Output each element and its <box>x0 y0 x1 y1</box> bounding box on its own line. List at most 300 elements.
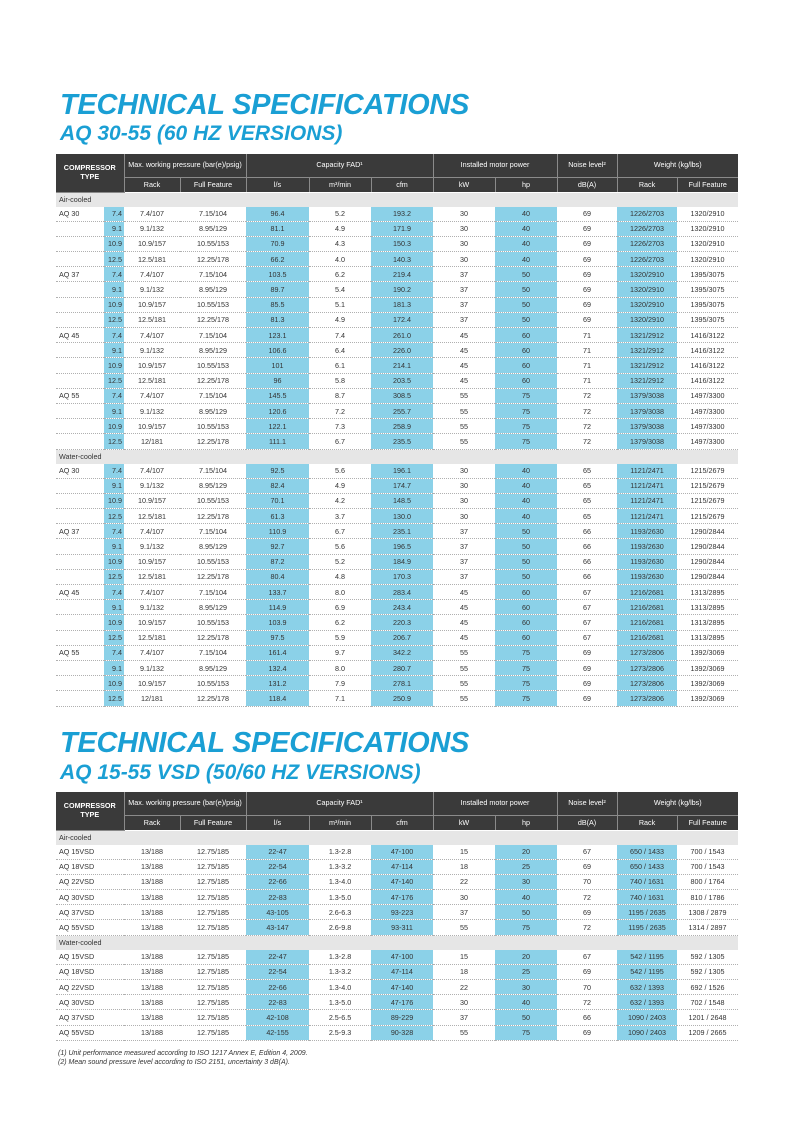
cell-model: AQ 55 <box>56 645 104 660</box>
cell-pressure-bar: 7.4 <box>104 388 124 403</box>
cell-pressure-full-feature: 12.75/185 <box>180 845 246 860</box>
cell-capacity-cfm: 280.7 <box>371 660 433 675</box>
cell-pressure-bar: 9.1 <box>104 343 124 358</box>
cell-capacity-m3min: 5.2 <box>309 207 371 222</box>
cell-weight-full-feature: 1215/2679 <box>677 493 738 508</box>
cell-capacity-ls: 82.4 <box>246 478 309 493</box>
cell-weight-rack: 1090 / 2403 <box>617 1025 677 1040</box>
cell-pressure-bar: 7.4 <box>104 267 124 282</box>
cell-pressure-rack: 12.5/181 <box>124 312 180 327</box>
cell-capacity-m3min: 5.4 <box>309 282 371 297</box>
header-noise-level: Noise level² <box>557 154 617 178</box>
cell-pressure-rack: 10.9/157 <box>124 676 180 691</box>
cell-noise-dba: 69 <box>557 252 617 267</box>
cell-noise-dba: 66 <box>557 569 617 584</box>
cell-pressure-full-feature: 12.25/178 <box>180 630 246 645</box>
cell-noise-dba: 72 <box>557 434 617 449</box>
cell-weight-rack: 632 / 1393 <box>617 980 677 995</box>
cell-weight-full-feature: 1395/3075 <box>677 267 738 282</box>
cell-power-hp: 75 <box>495 388 557 403</box>
cell-power-kw: 55 <box>433 434 495 449</box>
cell-model <box>56 600 104 615</box>
cell-capacity-cfm: 47-176 <box>371 995 433 1010</box>
cell-pressure-bar: 7.4 <box>104 328 124 343</box>
cell-power-hp: 75 <box>495 645 557 660</box>
cell-capacity-ls: 118.4 <box>246 691 309 706</box>
cell-weight-full-feature: 1497/3300 <box>677 419 738 434</box>
cell-noise-dba: 67 <box>557 600 617 615</box>
cell-pressure-full-feature: 7.15/104 <box>180 585 246 600</box>
cell-power-kw: 37 <box>433 312 495 327</box>
cell-power-kw: 55 <box>433 676 495 691</box>
cell-noise-dba: 69 <box>557 236 617 251</box>
cell-weight-rack: 1273/2806 <box>617 676 677 691</box>
cell-weight-rack: 1321/2912 <box>617 328 677 343</box>
cell-power-kw: 45 <box>433 600 495 615</box>
cell-power-kw: 55 <box>433 1025 495 1040</box>
cell-weight-full-feature: 1395/3075 <box>677 312 738 327</box>
cell-pressure-rack: 10.9/157 <box>124 615 180 630</box>
section-label: Water-cooled <box>56 449 738 464</box>
cell-pressure-rack: 12/181 <box>124 434 180 449</box>
cell-capacity-cfm: 255.7 <box>371 403 433 418</box>
cell-weight-full-feature: 810 / 1786 <box>677 890 738 905</box>
cell-pressure-full-feature: 10.55/153 <box>180 236 246 251</box>
cell-model: AQ 30 <box>56 464 104 479</box>
table-row <box>56 434 738 449</box>
cell-capacity-m3min: 8.0 <box>309 660 371 675</box>
cell-capacity-cfm: 308.5 <box>371 388 433 403</box>
header-m3min: m³/min <box>309 178 371 193</box>
cell-capacity-cfm: 184.9 <box>371 554 433 569</box>
table-row <box>56 236 738 251</box>
cell-noise-dba: 72 <box>557 920 617 935</box>
cell-weight-rack: 1320/2910 <box>617 282 677 297</box>
cell-noise-dba: 69 <box>557 267 617 282</box>
cell-noise-dba: 69 <box>557 207 617 222</box>
cell-power-kw: 55 <box>433 388 495 403</box>
cell-capacity-cfm: 196.5 <box>371 539 433 554</box>
cell-power-kw: 37 <box>433 297 495 312</box>
cell-power-hp: 40 <box>495 493 557 508</box>
cell-pressure-full-feature: 12.25/178 <box>180 434 246 449</box>
cell-noise-dba: 69 <box>557 859 617 874</box>
cell-power-hp: 75 <box>495 691 557 706</box>
table-row <box>56 874 738 889</box>
cell-pressure-full-feature: 12.75/185 <box>180 920 246 935</box>
cell-model <box>56 252 104 267</box>
cell-power-kw: 30 <box>433 478 495 493</box>
cell-power-hp: 50 <box>495 312 557 327</box>
cell-capacity-m3min: 1.3-2.8 <box>309 845 371 860</box>
cell-pressure-rack: 9.1/132 <box>124 478 180 493</box>
cell-power-kw: 45 <box>433 615 495 630</box>
cell-capacity-m3min: 2.5-6.5 <box>309 1010 371 1025</box>
cell-pressure-full-feature: 10.55/153 <box>180 419 246 434</box>
cell-power-hp: 30 <box>495 874 557 889</box>
table-row <box>56 585 738 600</box>
cell-power-kw: 30 <box>433 252 495 267</box>
table-row <box>56 388 738 403</box>
cell-model <box>56 297 104 312</box>
cell-pressure-full-feature: 10.55/153 <box>180 554 246 569</box>
cell-pressure-bar: 9.1 <box>104 478 124 493</box>
cell-pressure-full-feature: 12.75/185 <box>180 874 246 889</box>
cell-noise-dba: 69 <box>557 660 617 675</box>
table-row <box>56 691 738 706</box>
cell-model: AQ 55VSD <box>56 1025 124 1040</box>
cell-pressure-full-feature: 8.95/129 <box>180 600 246 615</box>
cell-noise-dba: 65 <box>557 509 617 524</box>
cell-power-kw: 30 <box>433 207 495 222</box>
header-cfm: cfm <box>371 178 433 193</box>
cell-capacity-m3min: 4.9 <box>309 312 371 327</box>
table-row <box>56 905 738 920</box>
cell-pressure-full-feature: 12.25/178 <box>180 691 246 706</box>
table-row <box>56 464 738 479</box>
cell-weight-full-feature: 1395/3075 <box>677 282 738 297</box>
cell-noise-dba: 72 <box>557 419 617 434</box>
header-full-feature: Full Feature <box>180 816 246 831</box>
table-row <box>56 221 738 236</box>
cell-noise-dba: 69 <box>557 297 617 312</box>
cell-pressure-full-feature: 7.15/104 <box>180 388 246 403</box>
table-row <box>56 509 738 524</box>
cell-power-kw: 55 <box>433 645 495 660</box>
cell-weight-full-feature: 592 / 1305 <box>677 950 738 965</box>
cell-capacity-ls: 42-108 <box>246 1010 309 1025</box>
cell-weight-rack: 1226/2703 <box>617 207 677 222</box>
cell-pressure-rack: 13/188 <box>124 905 180 920</box>
cell-capacity-ls: 161.4 <box>246 645 309 660</box>
table-row <box>56 343 738 358</box>
cell-capacity-ls: 70.1 <box>246 493 309 508</box>
cell-weight-rack: 1320/2910 <box>617 312 677 327</box>
cell-pressure-rack: 7.4/107 <box>124 585 180 600</box>
cell-capacity-m3min: 6.2 <box>309 615 371 630</box>
cell-pressure-bar: 9.1 <box>104 600 124 615</box>
table-row <box>56 373 738 388</box>
cell-capacity-ls: 22-47 <box>246 845 309 860</box>
cell-capacity-ls: 22-54 <box>246 964 309 979</box>
cell-power-hp: 75 <box>495 660 557 675</box>
cell-pressure-full-feature: 12.75/185 <box>180 890 246 905</box>
cell-capacity-ls: 80.4 <box>246 569 309 584</box>
cell-model <box>56 282 104 297</box>
cell-capacity-m3min: 7.9 <box>309 676 371 691</box>
cell-weight-full-feature: 1215/2679 <box>677 464 738 479</box>
table-row <box>56 207 738 222</box>
cell-power-kw: 15 <box>433 845 495 860</box>
cell-power-hp: 50 <box>495 554 557 569</box>
cell-capacity-ls: 92.7 <box>246 539 309 554</box>
cell-weight-full-feature: 1497/3300 <box>677 434 738 449</box>
cell-weight-rack: 1193/2630 <box>617 524 677 539</box>
header-weight: Weight (kg/lbs) <box>617 792 738 816</box>
cell-weight-full-feature: 1313/2895 <box>677 600 738 615</box>
cell-weight-rack: 1273/2806 <box>617 645 677 660</box>
cell-capacity-ls: 96.4 <box>246 207 309 222</box>
cell-capacity-m3min: 5.9 <box>309 630 371 645</box>
footnote-1: (1) Unit performance measured according to ISO 1217 Annex E, Edition 4, 2009. <box>58 1050 308 1057</box>
cell-pressure-full-feature: 10.55/153 <box>180 493 246 508</box>
cell-model <box>56 343 104 358</box>
table-row <box>56 478 738 493</box>
cell-capacity-cfm: 220.3 <box>371 615 433 630</box>
cell-pressure-full-feature: 12.25/178 <box>180 312 246 327</box>
cell-weight-rack: 1226/2703 <box>617 236 677 251</box>
cell-noise-dba: 65 <box>557 464 617 479</box>
cell-noise-dba: 72 <box>557 388 617 403</box>
cell-capacity-m3min: 1.3-3.2 <box>309 964 371 979</box>
spec-table-header <box>56 792 738 830</box>
cell-power-kw: 37 <box>433 524 495 539</box>
cell-weight-rack: 1226/2703 <box>617 221 677 236</box>
spec-table-header <box>56 154 738 192</box>
cell-model <box>56 615 104 630</box>
cell-weight-rack: 542 / 1195 <box>617 964 677 979</box>
cell-weight-full-feature: 1215/2679 <box>677 509 738 524</box>
cell-weight-full-feature: 1313/2895 <box>677 615 738 630</box>
cell-capacity-cfm: 90-328 <box>371 1025 433 1040</box>
cell-pressure-rack: 9.1/132 <box>124 600 180 615</box>
table-row <box>56 1010 738 1025</box>
cell-capacity-cfm: 47-100 <box>371 845 433 860</box>
cell-power-kw: 37 <box>433 569 495 584</box>
cell-capacity-cfm: 47-176 <box>371 890 433 905</box>
cell-capacity-m3min: 7.3 <box>309 419 371 434</box>
cell-capacity-m3min: 1.3-4.0 <box>309 874 371 889</box>
footnote-2: (2) Mean sound pressure level according to ISO 2151, uncertainty 3 dB(A). <box>58 1059 290 1066</box>
cell-pressure-bar: 10.9 <box>104 676 124 691</box>
table-row <box>56 995 738 1010</box>
cell-weight-full-feature: 1320/2910 <box>677 252 738 267</box>
cell-capacity-ls: 43-105 <box>246 905 309 920</box>
cell-capacity-ls: 81.3 <box>246 312 309 327</box>
cell-pressure-bar: 7.4 <box>104 645 124 660</box>
cell-pressure-rack: 13/188 <box>124 1010 180 1025</box>
cell-power-hp: 75 <box>495 419 557 434</box>
cell-power-hp: 30 <box>495 980 557 995</box>
cell-pressure-rack: 12.5/181 <box>124 569 180 584</box>
cell-weight-full-feature: 1395/3075 <box>677 297 738 312</box>
cell-pressure-rack: 9.1/132 <box>124 539 180 554</box>
cell-capacity-cfm: 214.1 <box>371 358 433 373</box>
cell-pressure-rack: 10.9/157 <box>124 554 180 569</box>
cell-pressure-bar: 12.5 <box>104 630 124 645</box>
header-motor-power: Installed motor power <box>433 154 557 178</box>
table-row <box>56 403 738 418</box>
cell-pressure-full-feature: 12.75/185 <box>180 950 246 965</box>
cell-model: AQ 37 <box>56 267 104 282</box>
cell-capacity-cfm: 235.1 <box>371 524 433 539</box>
cell-capacity-ls: 132.4 <box>246 660 309 675</box>
cell-weight-full-feature: 702 / 1548 <box>677 995 738 1010</box>
cell-capacity-ls: 106.6 <box>246 343 309 358</box>
cell-weight-full-feature: 1215/2679 <box>677 478 738 493</box>
cell-model <box>56 493 104 508</box>
header-max-pressure: Max. working pressure (bar(e)/psig) <box>124 792 246 816</box>
cell-capacity-ls: 22-54 <box>246 859 309 874</box>
cell-capacity-ls: 22-66 <box>246 980 309 995</box>
cell-weight-full-feature: 1392/3069 <box>677 676 738 691</box>
cell-capacity-m3min: 2.5-9.3 <box>309 1025 371 1040</box>
cell-pressure-rack: 12.5/181 <box>124 373 180 388</box>
cell-capacity-cfm: 47-114 <box>371 964 433 979</box>
cell-pressure-full-feature: 7.15/104 <box>180 524 246 539</box>
cell-power-hp: 75 <box>495 403 557 418</box>
cell-capacity-cfm: 47-140 <box>371 980 433 995</box>
cell-capacity-m3min: 4.9 <box>309 478 371 493</box>
cell-pressure-full-feature: 7.15/104 <box>180 645 246 660</box>
cell-noise-dba: 66 <box>557 1010 617 1025</box>
cell-weight-full-feature: 700 / 1543 <box>677 845 738 860</box>
cell-weight-rack: 740 / 1631 <box>617 874 677 889</box>
cell-model <box>56 539 104 554</box>
table-row <box>56 890 738 905</box>
cell-power-hp: 50 <box>495 539 557 554</box>
cell-capacity-ls: 103.9 <box>246 615 309 630</box>
table-row <box>56 660 738 675</box>
cell-capacity-m3min: 2.6-9.8 <box>309 920 371 935</box>
cell-power-hp: 20 <box>495 845 557 860</box>
cell-capacity-m3min: 4.2 <box>309 493 371 508</box>
cell-power-hp: 25 <box>495 859 557 874</box>
cell-power-kw: 45 <box>433 585 495 600</box>
header-weight-full-feature: Full Feature <box>677 816 738 831</box>
cell-pressure-rack: 13/188 <box>124 874 180 889</box>
cell-model <box>56 478 104 493</box>
table-row <box>56 676 738 691</box>
cell-weight-full-feature: 1290/2844 <box>677 539 738 554</box>
cell-pressure-rack: 9.1/132 <box>124 282 180 297</box>
cell-capacity-m3min: 4.8 <box>309 569 371 584</box>
cell-pressure-bar: 7.4 <box>104 585 124 600</box>
cell-capacity-m3min: 1.3-3.2 <box>309 859 371 874</box>
cell-pressure-full-feature: 10.55/153 <box>180 615 246 630</box>
cell-capacity-cfm: 47-100 <box>371 950 433 965</box>
cell-power-hp: 60 <box>495 615 557 630</box>
cell-power-hp: 60 <box>495 328 557 343</box>
cell-pressure-bar: 7.4 <box>104 524 124 539</box>
cell-capacity-cfm: 283.4 <box>371 585 433 600</box>
table-row <box>56 252 738 267</box>
cell-model: AQ 45 <box>56 328 104 343</box>
cell-capacity-ls: 87.2 <box>246 554 309 569</box>
cell-power-hp: 40 <box>495 207 557 222</box>
table-row <box>56 980 738 995</box>
cell-noise-dba: 69 <box>557 676 617 691</box>
cell-model: AQ 30VSD <box>56 890 124 905</box>
cell-capacity-m3min: 1.3-5.0 <box>309 890 371 905</box>
header-weight-rack: Rack <box>617 816 677 831</box>
cell-model: AQ 55VSD <box>56 920 124 935</box>
header-compressor-type: COMPRESSOR TYPE <box>56 792 124 830</box>
cell-power-hp: 40 <box>495 478 557 493</box>
cell-capacity-ls: 131.2 <box>246 676 309 691</box>
cell-pressure-full-feature: 8.95/129 <box>180 478 246 493</box>
cell-capacity-cfm: 140.3 <box>371 252 433 267</box>
section2-subtitle: AQ 15-55 VSD (50/60 HZ VERSIONS) <box>60 761 421 784</box>
cell-capacity-m3min: 7.1 <box>309 691 371 706</box>
table-row <box>56 419 738 434</box>
cell-capacity-m3min: 9.7 <box>309 645 371 660</box>
cell-noise-dba: 72 <box>557 995 617 1010</box>
cell-weight-full-feature: 1416/3122 <box>677 343 738 358</box>
cell-power-kw: 15 <box>433 950 495 965</box>
cell-weight-full-feature: 1290/2844 <box>677 554 738 569</box>
cell-noise-dba: 69 <box>557 964 617 979</box>
cell-pressure-full-feature: 12.75/185 <box>180 1010 246 1025</box>
section-label: Air-cooled <box>56 192 738 207</box>
cell-capacity-cfm: 219.4 <box>371 267 433 282</box>
cell-capacity-cfm: 150.3 <box>371 236 433 251</box>
cell-weight-full-feature: 1497/3300 <box>677 403 738 418</box>
cell-pressure-full-feature: 7.15/104 <box>180 328 246 343</box>
table-row <box>56 282 738 297</box>
cell-power-kw: 45 <box>433 358 495 373</box>
cell-weight-full-feature: 1314 / 2897 <box>677 920 738 935</box>
cell-power-kw: 18 <box>433 859 495 874</box>
cell-capacity-ls: 101 <box>246 358 309 373</box>
cell-noise-dba: 72 <box>557 403 617 418</box>
section1-title: TECHNICAL SPECIFICATIONS <box>60 89 470 121</box>
table-row <box>56 920 738 935</box>
cell-pressure-rack: 9.1/132 <box>124 221 180 236</box>
section-label: Air-cooled <box>56 830 738 845</box>
cell-weight-rack: 1193/2630 <box>617 539 677 554</box>
cell-capacity-ls: 22-83 <box>246 995 309 1010</box>
cell-weight-rack: 1090 / 2403 <box>617 1010 677 1025</box>
spec-table-60hz <box>56 154 738 707</box>
cell-pressure-full-feature: 12.75/185 <box>180 859 246 874</box>
cell-pressure-full-feature: 12.75/185 <box>180 995 246 1010</box>
cell-power-kw: 45 <box>433 373 495 388</box>
cell-power-hp: 50 <box>495 569 557 584</box>
cell-weight-full-feature: 1308 / 2879 <box>677 905 738 920</box>
cell-capacity-m3min: 1.3-4.0 <box>309 980 371 995</box>
cell-capacity-cfm: 130.0 <box>371 509 433 524</box>
cell-capacity-cfm: 47-140 <box>371 874 433 889</box>
cell-weight-rack: 1195 / 2635 <box>617 920 677 935</box>
cell-power-hp: 60 <box>495 358 557 373</box>
cell-capacity-ls: 92.5 <box>246 464 309 479</box>
table-row <box>56 600 738 615</box>
cell-noise-dba: 71 <box>557 343 617 358</box>
cell-capacity-m3min: 6.9 <box>309 600 371 615</box>
cell-pressure-bar: 9.1 <box>104 282 124 297</box>
cell-capacity-cfm: 235.5 <box>371 434 433 449</box>
cell-power-kw: 30 <box>433 493 495 508</box>
cell-power-hp: 50 <box>495 1010 557 1025</box>
cell-pressure-rack: 9.1/132 <box>124 403 180 418</box>
cell-power-hp: 60 <box>495 373 557 388</box>
cell-capacity-m3min: 5.6 <box>309 464 371 479</box>
cell-capacity-m3min: 4.0 <box>309 252 371 267</box>
cell-pressure-rack: 10.9/157 <box>124 493 180 508</box>
cell-capacity-ls: 43-147 <box>246 920 309 935</box>
cell-capacity-cfm: 278.1 <box>371 676 433 691</box>
cell-noise-dba: 67 <box>557 615 617 630</box>
cell-pressure-rack: 10.9/157 <box>124 419 180 434</box>
cell-capacity-m3min: 5.6 <box>309 539 371 554</box>
cell-weight-full-feature: 1416/3122 <box>677 328 738 343</box>
header-dba: dB(A) <box>557 178 617 193</box>
cell-weight-full-feature: 1313/2895 <box>677 630 738 645</box>
cell-capacity-ls: 111.1 <box>246 434 309 449</box>
cell-capacity-m3min: 3.7 <box>309 509 371 524</box>
cell-power-hp: 75 <box>495 434 557 449</box>
